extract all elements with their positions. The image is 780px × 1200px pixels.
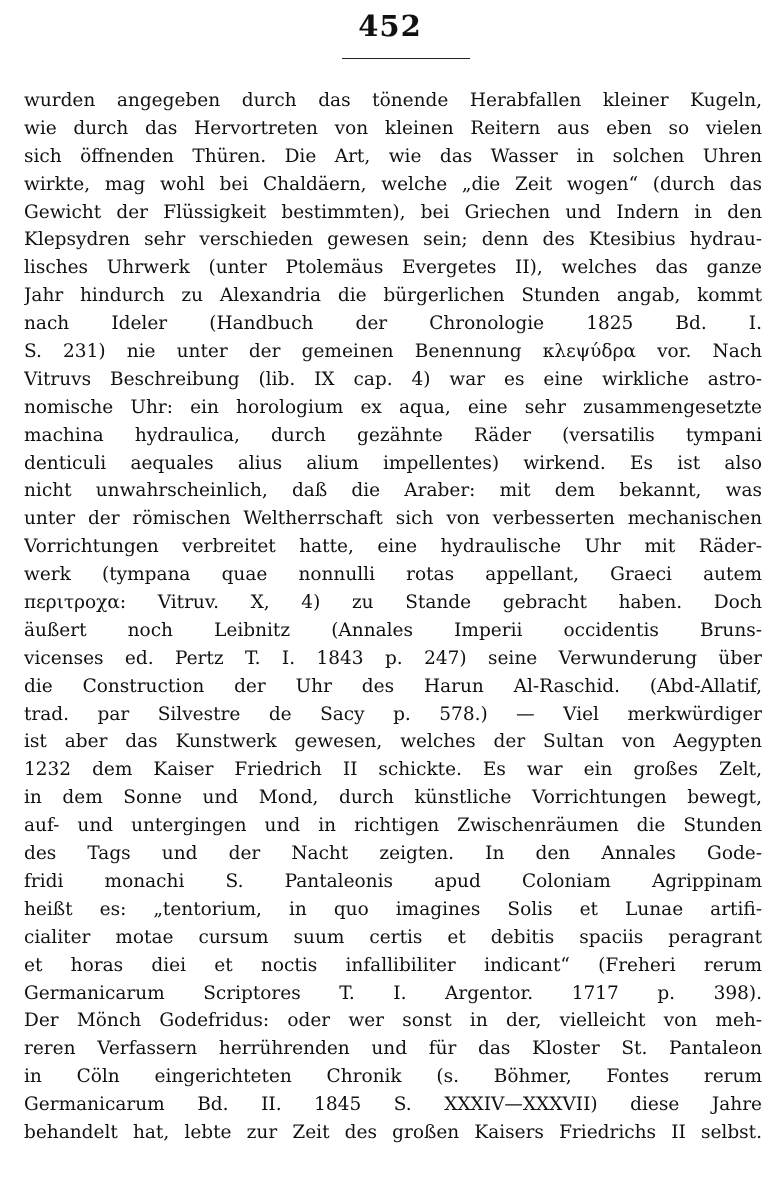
text-line-24: ist aber das Kunstwerk gewesen, welches der Sultan von Aegypten	[24, 731, 762, 753]
text-line-14: denticuli aequales alius alium impellentes) wirkend. Es ist also	[24, 452, 762, 474]
text-line-29: fridi monachi S. Pantaleonis apud Coloniam Agrippinam	[24, 870, 762, 892]
text-line-35: reren Verfassern herrührenden und für das Kloster St. Pantaleon	[24, 1038, 762, 1060]
text-line-5: Gewicht der Flüssigkeit bestimmten), bei Griechen und Indern in den	[24, 201, 762, 223]
page-number: 452	[358, 9, 422, 43]
text-line-33: Germanicarum Scriptores T. I. Argentor. 1717 p. 398).	[24, 982, 762, 1004]
text-line-2: wie durch das Hervortreten von kleinen Reitern aus eben so vielen	[24, 117, 762, 139]
text-line-30: heißt es: „tentorium, in quo imagines Solis et Lunae artifi-	[24, 898, 762, 920]
text-line-9: nach Ideler (Handbuch der Chronologie 1825 Bd. I.	[24, 313, 762, 335]
text-line-38: behandelt hat, lebte zur Zeit des großen Kaisers Friedrichs II selbst.	[24, 1121, 762, 1143]
text-line-23: trad. par Silvestre de Sacy p. 578.) — Viel merkwürdiger	[24, 703, 762, 725]
text-line-7: lisches Uhrwerk (unter Ptolemäus Evergetes II), welches das ganze	[24, 257, 762, 279]
text-line-18: werk (tympana quae nonnulli rotas appellant, Graeci autem	[24, 564, 762, 586]
text-line-1: wurden angegeben durch das tönende Herabfallen kleiner Kugeln,	[24, 90, 762, 111]
text-line-22: die Construction der Uhr des Harun Al-Raschid. (Abd-Allatif,	[24, 675, 762, 697]
text-line-11: Vitruvs Beschreibung (lib. IX cap. 4) war es eine wirkliche astro-	[24, 368, 762, 390]
text-line-34: Der Mönch Godefridus: oder wer sonst in der, vielleicht von meh-	[24, 1010, 762, 1032]
text-line-27: auf- und untergingen und in richtigen Zwischenräumen die Stunden	[24, 815, 762, 837]
text-line-31: cialiter motae cursum suum certis et debitis spaciis peragrant	[24, 926, 762, 948]
text-line-21: vicenses ed. Pertz T. I. 1843 p. 247) seine Verwunderung über	[24, 647, 762, 669]
header-rule	[342, 58, 470, 59]
text-line-16: unter der römischen Weltherrschaft sich von verbesserten mechanischen	[24, 508, 762, 530]
text-line-15: nicht unwahrscheinlich, daß die Araber: mit dem bekannt, was	[24, 480, 762, 502]
text-line-13: machina hydraulica, durch gezähnte Räder (versatilis tympani	[24, 424, 762, 446]
text-line-37: Germanicarum Bd. II. 1845 S. XXXIV—XXXVII) diese Jahre	[24, 1094, 762, 1116]
text-line-12: nomische Uhr: ein horologium ex aqua, eine sehr zusammengesetzte	[24, 396, 762, 418]
text-line-32: et horas diei et noctis infallibiliter indicant“ (Freheri rerum	[24, 954, 762, 976]
text-line-20: äußert noch Leibnitz (Annales Imperii occidentis Bruns-	[24, 619, 762, 641]
text-line-3: sich öffnenden Thüren. Die Art, wie das Wasser in solchen Uhren	[24, 145, 762, 167]
text-line-8: Jahr hindurch zu Alexandria die bürgerlichen Stunden angab, kommt	[24, 285, 762, 307]
text-line-36: in Cöln eingerichteten Chronik (s. Böhmer, Fontes rerum	[24, 1066, 762, 1088]
text-line-25: 1232 dem Kaiser Friedrich II schickte. Es war ein großes Zelt,	[24, 759, 762, 781]
text-line-28: des Tags und der Nacht zeigten. In den Annales Gode-	[24, 843, 762, 865]
text-line-19: περιτροχα: Vitruv. X, 4) zu Stande gebracht haben. Doch	[24, 592, 762, 614]
body-text	[24, 87, 762, 1147]
text-line-10: S. 231) nie unter der gemeinen Benennung κλεψύδρα vor. Nach	[24, 341, 762, 363]
text-line-6: Klepsydren sehr verschieden gewesen sein; denn des Ktesibius hydrau-	[24, 229, 762, 251]
text-line-26: in dem Sonne und Mond, durch künstliche Vorrichtungen bewegt,	[24, 787, 762, 809]
text-line-4: wirkte, mag wohl bei Chaldäern, welche „die Zeit wogen“ (durch das	[24, 173, 762, 195]
text-line-17: Vorrichtungen verbreitet hatte, eine hydraulische Uhr mit Räder-	[24, 536, 762, 558]
